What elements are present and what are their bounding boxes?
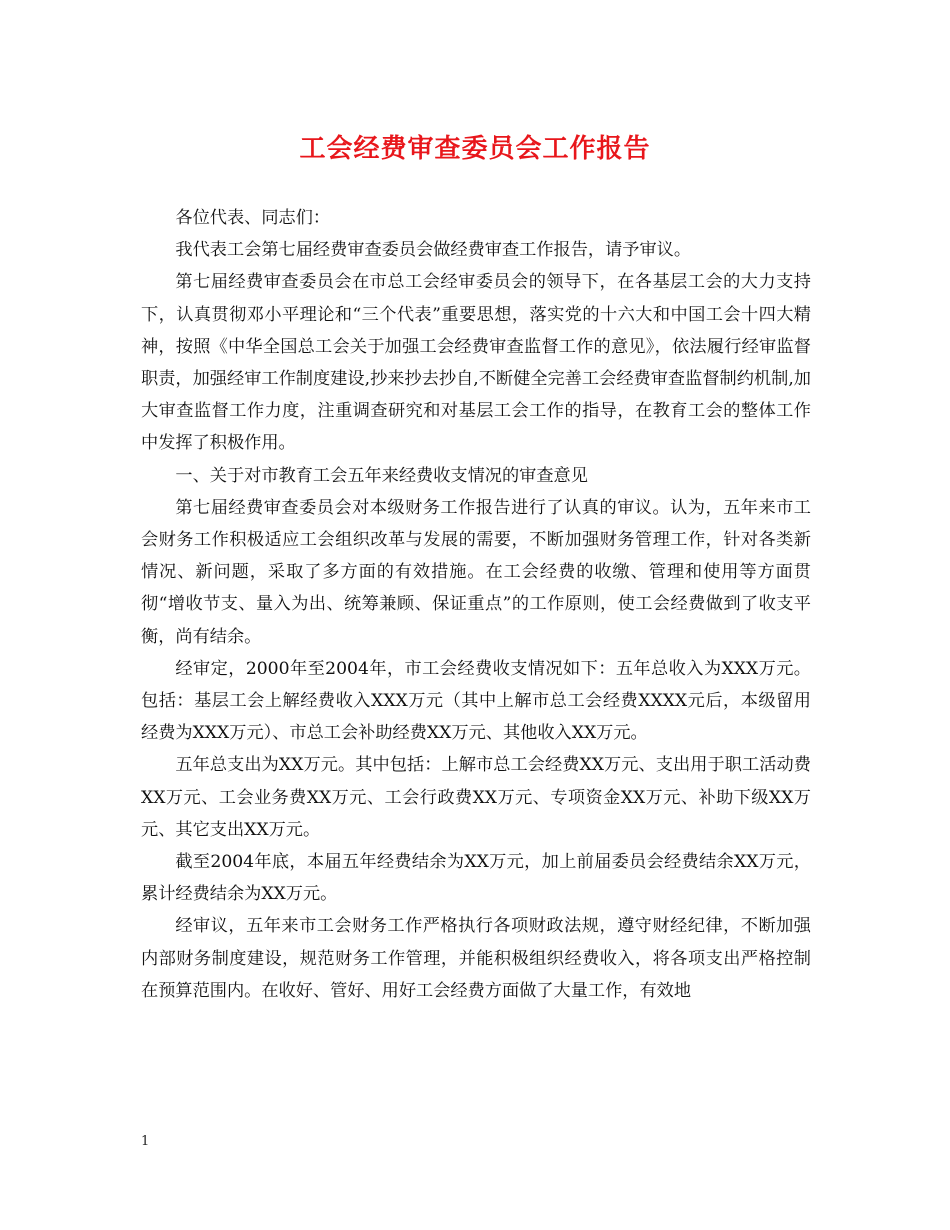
- document-title: 工会经费审查委员会工作报告: [299, 134, 651, 164]
- paragraph-income: 经审定，2000年至2004年，市工会经费收支情况如下：五年总收入为XXX万元。包括：基层工会上解经费收入XXX万元（其中上解市总工会经费XXXX元后，本级留用经费为XXX万元）、市总工会补助经费XX万元、其他收入XX万元。: [141, 658, 811, 744]
- paragraph-assessment: 经审议，五年来市工会财务工作严格执行各项财政法规，遵守财经纪律，不断加强内部财务制度建设，规范财务工作管理，并能积极组织经费收入，将各项支出严格控制在预算范围内。在收好、管好、用好工会经费方面做了大量工作，有效地: [141, 916, 811, 1001]
- page-number: 1: [141, 1134, 150, 1149]
- paragraph-review: 第七届经费审查委员会对本级财务工作报告进行了认真的审议。认为，五年来市工会财务工作积极适应工会组织改革与发展的需要，不断加强财务管理工作，针对各类新情况、新问题，采取了多方面的有效措施。在工会经费的收缴、管理和使用等方面贯彻“增收节支、量入为出、统筹兼顾、保证重点”的工作原则，使工会经费做到了收支平衡，尚有结余。: [141, 497, 811, 647]
- paragraph-balance: 截至2004年底，本届五年经费结余为XX万元，加上前届委员会经费结余XX万元，累计经费结余为XX万元。: [141, 852, 811, 905]
- paragraph-salutation: 各位代表、同志们：: [175, 208, 331, 228]
- document-body: [141, 202, 811, 1007]
- section-heading-1: 一、关于对市教育工会五年来经费收支情况的审查意见: [175, 465, 588, 486]
- paragraph-overview: 第七届经费审查委员会在市总工会经审委员会的领导下，在各基层工会的大力支持下，认真贯彻邓小平理论和“三个代表”重要思想，落实党的十六大和中国工会十四大精神，按照《中华全国总工会关于加强工会经费审查监督工作的意见》，依法履行经审监督职责，加强经审工作制度建设,抄来抄去抄自,不断健全完善工会经费审查监督制约机制,加大审查监督工作力度，注重调查研究和对基层工会工作的指导，在教育工会的整体工作中发挥了积极作用。: [141, 272, 811, 454]
- paragraph-expenditure: 五年总支出为XX万元。其中包括：上解市总工会经费XX万元、支出用于职工活动费XX万元、工会业务费XX万元、工会行政费XX万元、专项资金XX万元、补助下级XX万元、其它支出XX万元。: [141, 755, 811, 840]
- paragraph-intro: 我代表工会第七届经费审查委员会做经费审查工作报告，请予审议。: [175, 240, 692, 261]
